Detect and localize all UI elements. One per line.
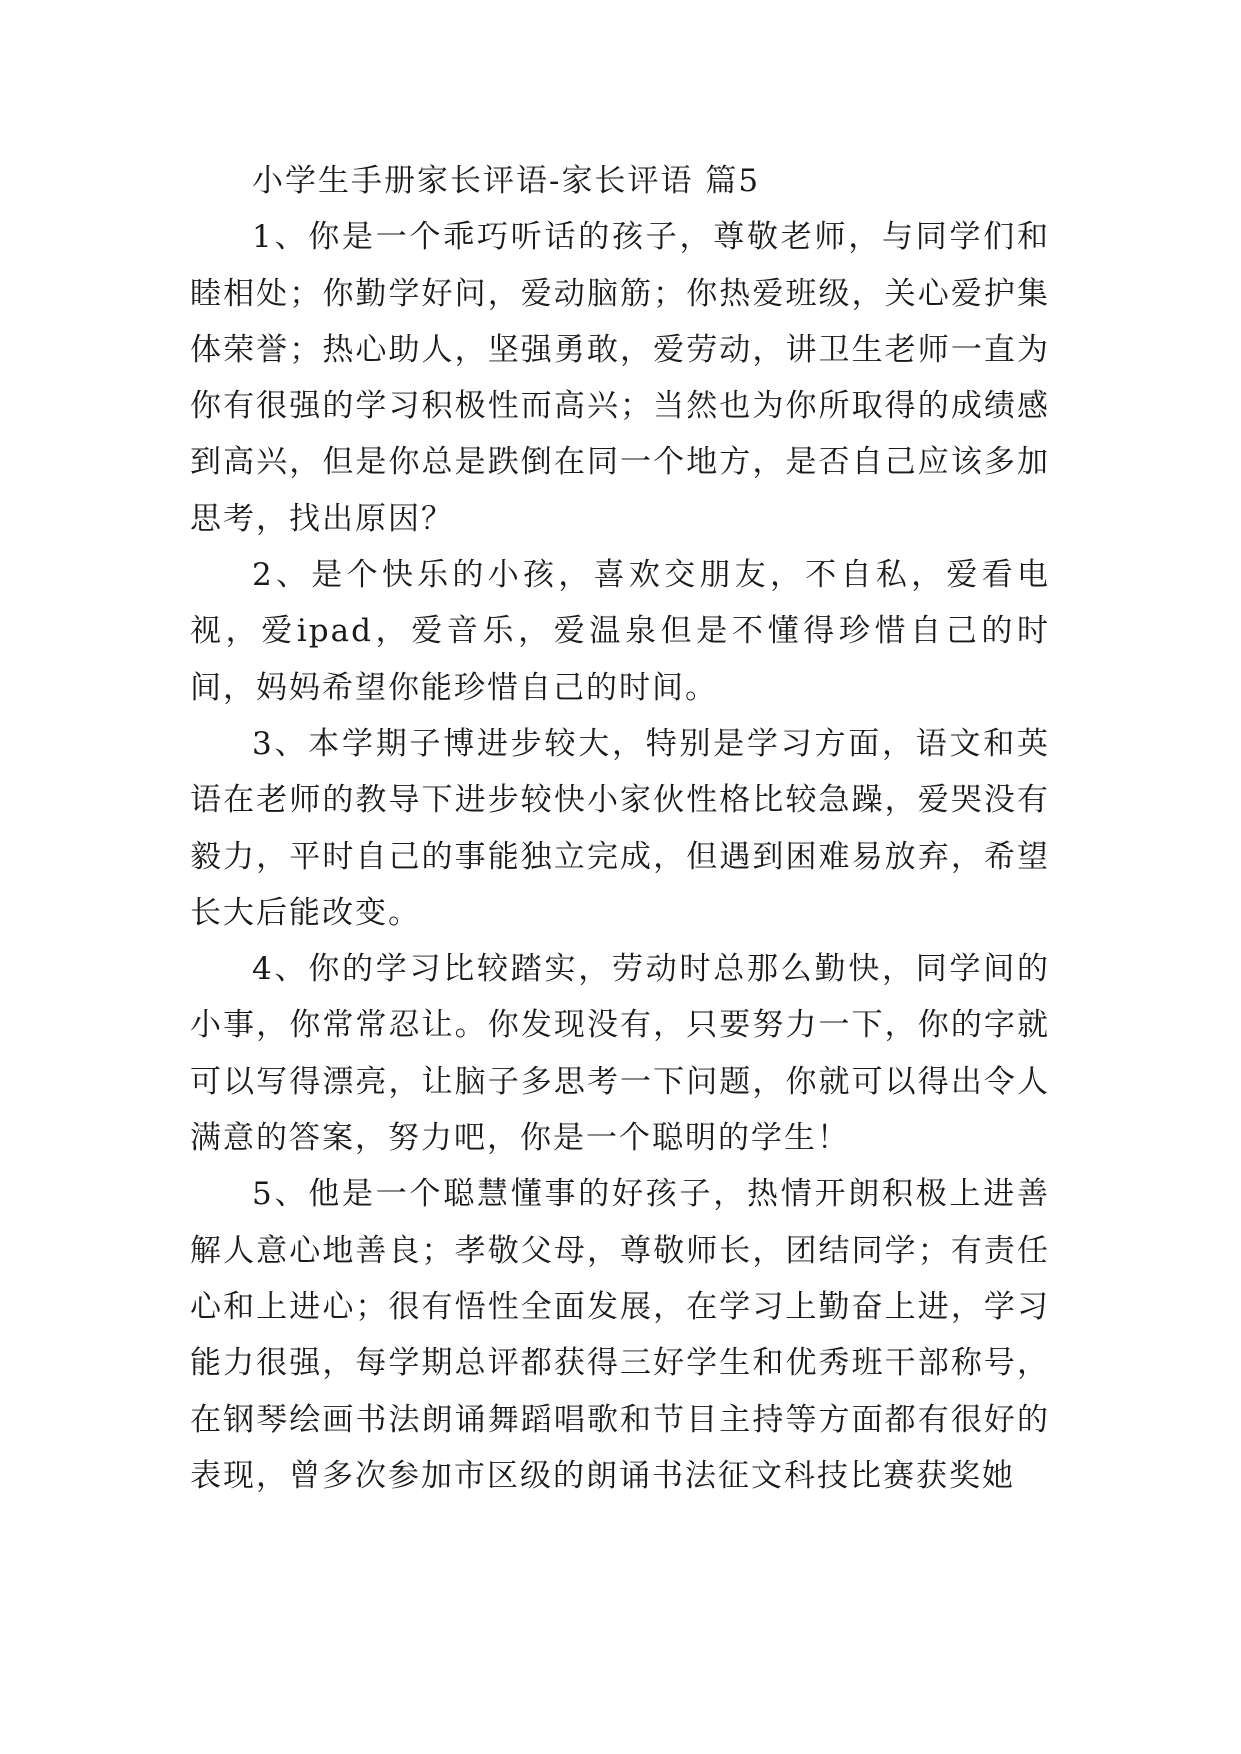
paragraph-3: 3、本学期子博进步较大，特别是学习方面，语文和英语在老师的教导下进步较快小家伙性格比较急躁，爱哭没有毅力，平时自己的事能独立完成，但遇到困难易放弃，希望长大后能改变。 [190, 725, 1050, 931]
paragraph-4: 4、你的学习比较踏实，劳动时总那么勤快，同学间的小事，你常常忍让。你发现没有，只要努力一下，你的字就可以写得漂亮，让脑子多思考一下问题，你就可以得出令人满意的答案，努力吧，你是一个聪明的学生！ [190, 951, 1050, 1157]
paragraph-1: 1、你是一个乖巧听话的孩子，尊敬老师，与同学们和睦相处；你勤学好问，爱动脑筋；你热爱班级，关心爱护集体荣誉；热心助人，坚强勇敢，爱劳动，讲卫生老师一直为你有很强的学习积极性而高兴；当然也为你所取得的成绩感到高兴，但是你总是跌倒在同一个地方，是否自己应该多加思考，找出原因？ [190, 219, 1050, 537]
document-body [190, 153, 1050, 1504]
paragraph-5: 5、他是一个聪慧懂事的好孩子，热情开朗积极上进善解人意心地善良；孝敬父母，尊敬师长，团结同学；有责任心和上进心；很有悟性全面发展，在学习上勤奋上进，学习能力很强，每学期总评都获得三好学生和优秀班干部称号，在钢琴绘画书法朗诵舞蹈唱歌和节目主持等方面都有很好的表现，曾多次参加市区级的朗诵书法征文科技比赛获奖她 [190, 1176, 1050, 1494]
paragraph-2: 2、是个快乐的小孩，喜欢交朋友，不自私，爱看电视，爱ipad，爱音乐，爱温泉但是不懂得珍惜自己的时间，妈妈希望你能珍惜自己的时间。 [190, 557, 1050, 706]
document-title: 小学生手册家长评语-家长评语 篇5 [252, 163, 761, 199]
